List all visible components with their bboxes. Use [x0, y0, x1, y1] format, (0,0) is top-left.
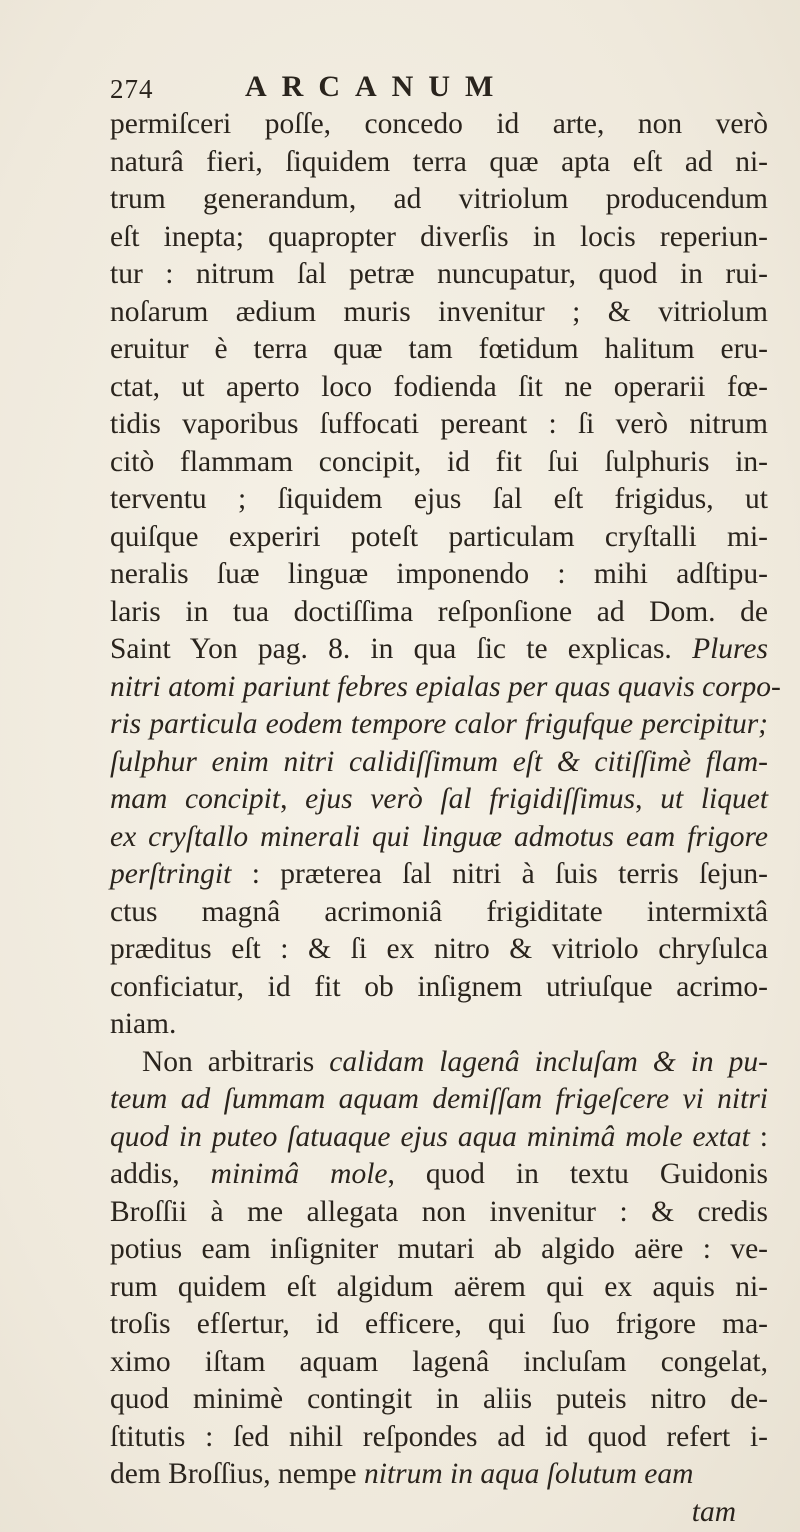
- text-segment: Saint Yon pag. 8. in qua ſic te explicas.: [110, 633, 693, 665]
- text-segment: præditus eſt : & ſi ex nitro & vitriolo chryſulca: [110, 933, 768, 965]
- text-line: [110, 594, 768, 632]
- running-title: ARCANUM: [245, 70, 509, 103]
- italic-segment: ſulphur enim nitri calidiſſimum eſt & citiſſimè flam-: [110, 745, 768, 778]
- text-segment: tur : nitrum ſal petræ nuncupatur, quod in rui-: [110, 258, 768, 290]
- italic-segment: perſtringit: [110, 858, 232, 890]
- text-segment: , quod in textu Guidonis: [387, 1158, 769, 1190]
- text-segment: tidis vaporibus ſuffocati pereant : ſi verò nitrum: [110, 408, 768, 440]
- text-line: [110, 781, 768, 819]
- italic-segment: ejus verò ſal frigidiſſimus: [305, 783, 636, 815]
- text-line: [110, 1156, 768, 1194]
- catchword: tam: [691, 1495, 736, 1528]
- page-number: 274: [110, 74, 154, 104]
- text-line: [110, 1344, 768, 1382]
- text-line: [110, 819, 768, 857]
- text-segment: ctus magnâ acrimoniâ frigiditate intermixtâ: [110, 895, 768, 928]
- text-segment: troſis efſertur, id efficere, qui ſuo frigore ma-: [110, 1308, 768, 1340]
- text-line: [110, 369, 768, 407]
- text-segment: ,: [635, 783, 661, 815]
- text-segment: potius eam inſigniter mutari ab algido aëre : ve-: [110, 1233, 768, 1265]
- text-segment: dem Broſſius, nempe: [110, 1458, 364, 1490]
- text-segment: eruitur è terra quæ tam fœtidum halitum eru-: [110, 333, 768, 365]
- italic-segment: teum ad ſummam aquam demiſſam frigeſcere vi nitri: [110, 1083, 768, 1115]
- text-line: [110, 669, 781, 707]
- italic-segment: nitri atomi pariunt febres epialas per quas quavis corpo-: [110, 670, 781, 703]
- text-line: [110, 1231, 768, 1269]
- italic-segment: mam concipit: [110, 783, 281, 815]
- text-segment: : præterea ſal nitri à ſuis terris ſejun-: [231, 858, 768, 890]
- text-segment: terventu ; ſiquidem ejus ſal eſt frigidus, ut: [110, 483, 768, 515]
- text-line: [110, 1081, 768, 1119]
- text-line: [110, 256, 768, 294]
- italic-segment: calidam lagenâ incluſam & in pu-: [329, 1045, 769, 1078]
- text-line: [110, 144, 768, 182]
- text-segment: niam.: [110, 1008, 177, 1040]
- text-segment: neralis ſuæ linguæ imponendo : mihi adſtipu-: [110, 558, 768, 590]
- text-line: [110, 106, 768, 144]
- text-line: [110, 1269, 768, 1307]
- text-line: [110, 556, 768, 594]
- text-segment: conficiatur, id fit ob inſignem utriuſque acrimo-: [110, 970, 768, 1003]
- body-text: [110, 106, 781, 1531]
- text-line: [110, 519, 768, 557]
- text-segment: quod minimè contingit in aliis puteis nitro de-: [110, 1383, 768, 1415]
- text-line: [110, 1419, 768, 1457]
- text-segment: addis,: [110, 1158, 211, 1190]
- text-line: [110, 481, 768, 519]
- text-segment: eſt inepta; quapropter diverſis in locis reperiun-: [110, 220, 768, 253]
- text-segment: citò flammam concipit, id fit ſui ſulphuris in-: [110, 445, 768, 478]
- text-segment: trum generandum, ad vitriolum producendum: [110, 183, 768, 215]
- italic-segment: ris particula eodem tempore calor frigufque percipitur;: [110, 708, 768, 740]
- text-line: [110, 856, 768, 894]
- text-segment: :: [749, 1120, 768, 1153]
- text-line: [110, 1194, 768, 1232]
- text-segment: ximo iſtam aquam lagenâ incluſam congelat,: [110, 1345, 768, 1378]
- text-segment: Broſſii à me allegata non invenitur : & credis: [110, 1195, 768, 1228]
- text-segment: Non arbitraris: [142, 1045, 330, 1078]
- text-line: [110, 631, 768, 669]
- text-segment: ,: [280, 783, 306, 815]
- text-line: [110, 181, 768, 219]
- text-line: [110, 1456, 768, 1494]
- text-line: [110, 294, 768, 332]
- text-line: [110, 894, 768, 932]
- running-head: [110, 66, 740, 106]
- text-line: [110, 1119, 768, 1157]
- italic-segment: quod in puteo ſatuaque ejus aqua minimâ mole extat: [110, 1120, 750, 1153]
- italic-segment: ex cryſtallo minerali qui linguæ admotus eam frigore: [110, 820, 768, 853]
- text-segment: ctat, ut aperto loco fodienda ſit ne operarii fœ-: [110, 370, 768, 403]
- text-segment: laris in tua doctiſſima reſponſione ad Dom. de: [110, 595, 768, 628]
- text-segment: permiſceri poſſe, concedo id arte, non verò: [110, 108, 768, 140]
- text-line: [110, 1306, 768, 1344]
- text-line: [110, 1381, 768, 1419]
- text-segment: naturâ fieri, ſiquidem terra quæ apta eſt ad ni-: [110, 145, 768, 178]
- text-line: [110, 1044, 768, 1082]
- text-segment: rum quidem eſt algidum aërem qui ex aquis ni-: [110, 1270, 768, 1303]
- italic-segment: ut liquet: [660, 783, 769, 815]
- italic-segment: Plures: [692, 633, 768, 665]
- text-line: [110, 969, 768, 1007]
- text-segment: noſarum ædium muris invenitur ; & vitriolum: [110, 295, 768, 328]
- text-line: [110, 1006, 768, 1044]
- text-line: [110, 931, 768, 969]
- italic-segment: nitrum in aqua ſolutum eam: [364, 1458, 694, 1490]
- text-line: [110, 219, 768, 257]
- text-segment: quiſque experiri poteſt particulam cryſtalli mi-: [110, 520, 768, 553]
- text-line: [110, 331, 768, 369]
- text-line: [110, 744, 768, 782]
- text-line: [110, 406, 768, 444]
- italic-segment: minimâ mole: [210, 1158, 388, 1190]
- text-segment: ſtitutis : ſed nihil reſpondes ad id quod refert i-: [110, 1420, 768, 1453]
- text-line: [110, 706, 768, 744]
- text-line: [110, 444, 768, 482]
